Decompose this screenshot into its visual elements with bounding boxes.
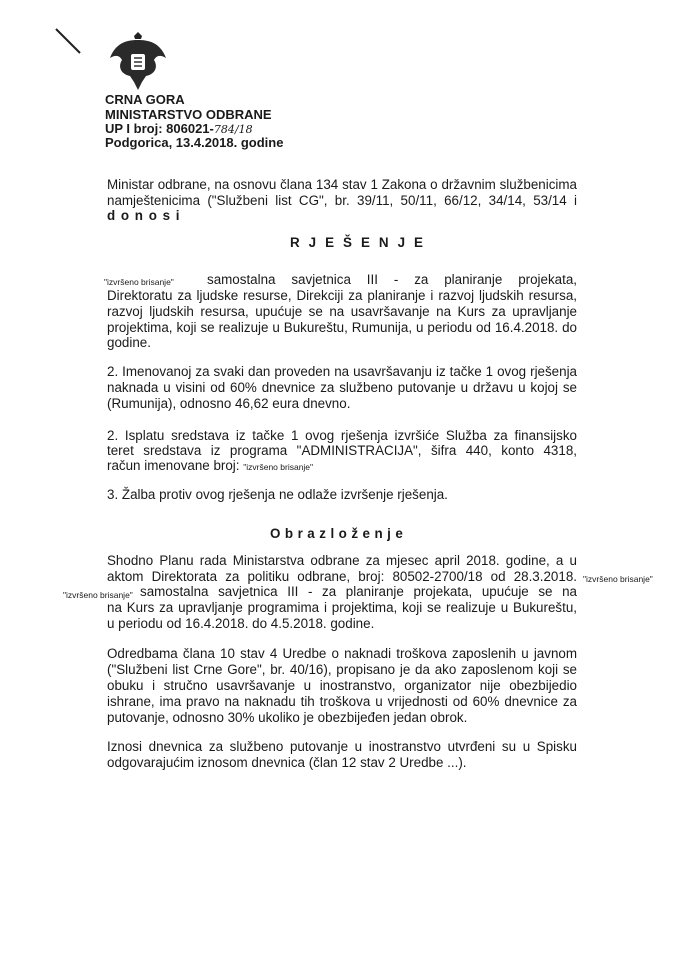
- reason1-line: aktom Direktorata za politiku odbrane, broj: 80502-2700/18 od 28.3.2018.: [107, 569, 577, 584]
- reason2-line: obuku i stručno usavršavanje u inostranstvo, organizator nije obezbijedio: [107, 678, 577, 693]
- reason2-line: putovanje, odnosno 30% ukoliko je obezbijeđen jedan obrok.: [107, 710, 468, 725]
- point1-line: razvoj ljudskih resursa, upućuje se na usavršavanje na Kurs za upravljanje: [107, 304, 577, 319]
- intro-line: Ministar odbrane, na osnovu člana 134 stav 1 Zakona o državnim službenicima: [107, 177, 577, 192]
- point2-line: naknada u visini od 60% dnevnice za službeno putovanje u državu u kojoj se: [107, 380, 577, 395]
- coat-of-arms-icon: [108, 30, 168, 92]
- point1-line: samostalna savjetnica III - za planiranje projekata,: [207, 272, 577, 287]
- place-date: Podgorica, 13.4.2018. godine: [105, 135, 284, 150]
- number-prefix: UP I broj: 806021-: [105, 121, 214, 136]
- point2b-line: [107, 458, 313, 475]
- intro-line: namještenicima ("Službeni list CG", br. 39/11, 50/11, 66/12, 34/14, 53/14 i: [107, 193, 577, 208]
- redacted-account: "izvršeno brisanje": [243, 462, 314, 472]
- point2b-text: račun imenovane broj:: [107, 458, 240, 473]
- redacted-name: "izvršeno brisanje": [104, 277, 174, 287]
- country-name: CRNA GORA: [105, 92, 185, 107]
- point2b-line: teret sredstava iz programa "ADMINISTRACIJA", šifra 440, konto 4318,: [107, 443, 577, 458]
- reason2-line: ishrane, ima pravo na naknadu tih troškova u vrijednosti od 60% dnevnice za: [107, 694, 577, 709]
- redacted-name: "izvršeno brisanje": [63, 590, 133, 600]
- scan-mark: [50, 25, 90, 60]
- point2b-line: 2. Isplatu sredstava iz tačke 1 ovog rješenja izvršiće Služba za finansijsko: [107, 428, 577, 443]
- point1-line: godine.: [107, 335, 151, 350]
- reason3-line: Iznosi dnevnica za službeno putovanje u inostranstvo utvrđeni su u Spisku: [107, 739, 577, 754]
- reasoning-title: Obrazloženje: [270, 526, 408, 541]
- reason1-line: na Kurs za upravljanje programima i projektima, koji se realizuje u Bukureštu,: [107, 600, 577, 615]
- reason1-line: u periodu od 16.4.2018. do 4.5.2018. godine.: [107, 616, 375, 631]
- handwritten-number: 784/18: [213, 123, 253, 136]
- donosi: d o n o s i: [107, 208, 181, 223]
- reason2-line: ("Službeni list Crne Gore", br. 40/16), propisano je da ako zaposlenom koji se: [107, 662, 577, 677]
- reason1-line: samostalna savjetnica III - za planiranje projekata, upućuje se na: [140, 584, 577, 599]
- decision-title: RJEŠENJE: [290, 235, 432, 250]
- reason2-line: Odredbama člana 10 stav 4 Uredbe o naknadi troškova zaposlenih u javnom: [107, 646, 577, 661]
- point3: 3. Žalba protiv ovog rješenja ne odlaže izvršenje rješenja.: [107, 487, 448, 502]
- point1-line: projektima, koji se realizuje u Bukureštu, Rumunija, u periodu od 16.4.2018. do: [107, 320, 577, 335]
- reason3-line: odgovarajućim iznosom dnevnica (član 12 stav 2 Uredbe ...).: [107, 755, 467, 770]
- point1-line: Direktoratu za ljudske resurse, Direkciji za planiranje i razvoj ljudskih resursa,: [107, 288, 577, 303]
- point2-line: (Rumunija), odnosno 46,62 eura dnevno.: [107, 396, 351, 411]
- redacted-name: "izvršeno brisanje": [583, 574, 653, 584]
- point2-line: 2. Imenovanoj za svaki dan proveden na usavršavanju iz tačke 1 ovog rješenja: [107, 364, 577, 379]
- ministry-name: MINISTARSTVO ODBRANE: [105, 107, 272, 122]
- reason1-line: Shodno Planu rada Ministarstva odbrane za mjesec april 2018. godine, a u: [107, 553, 577, 568]
